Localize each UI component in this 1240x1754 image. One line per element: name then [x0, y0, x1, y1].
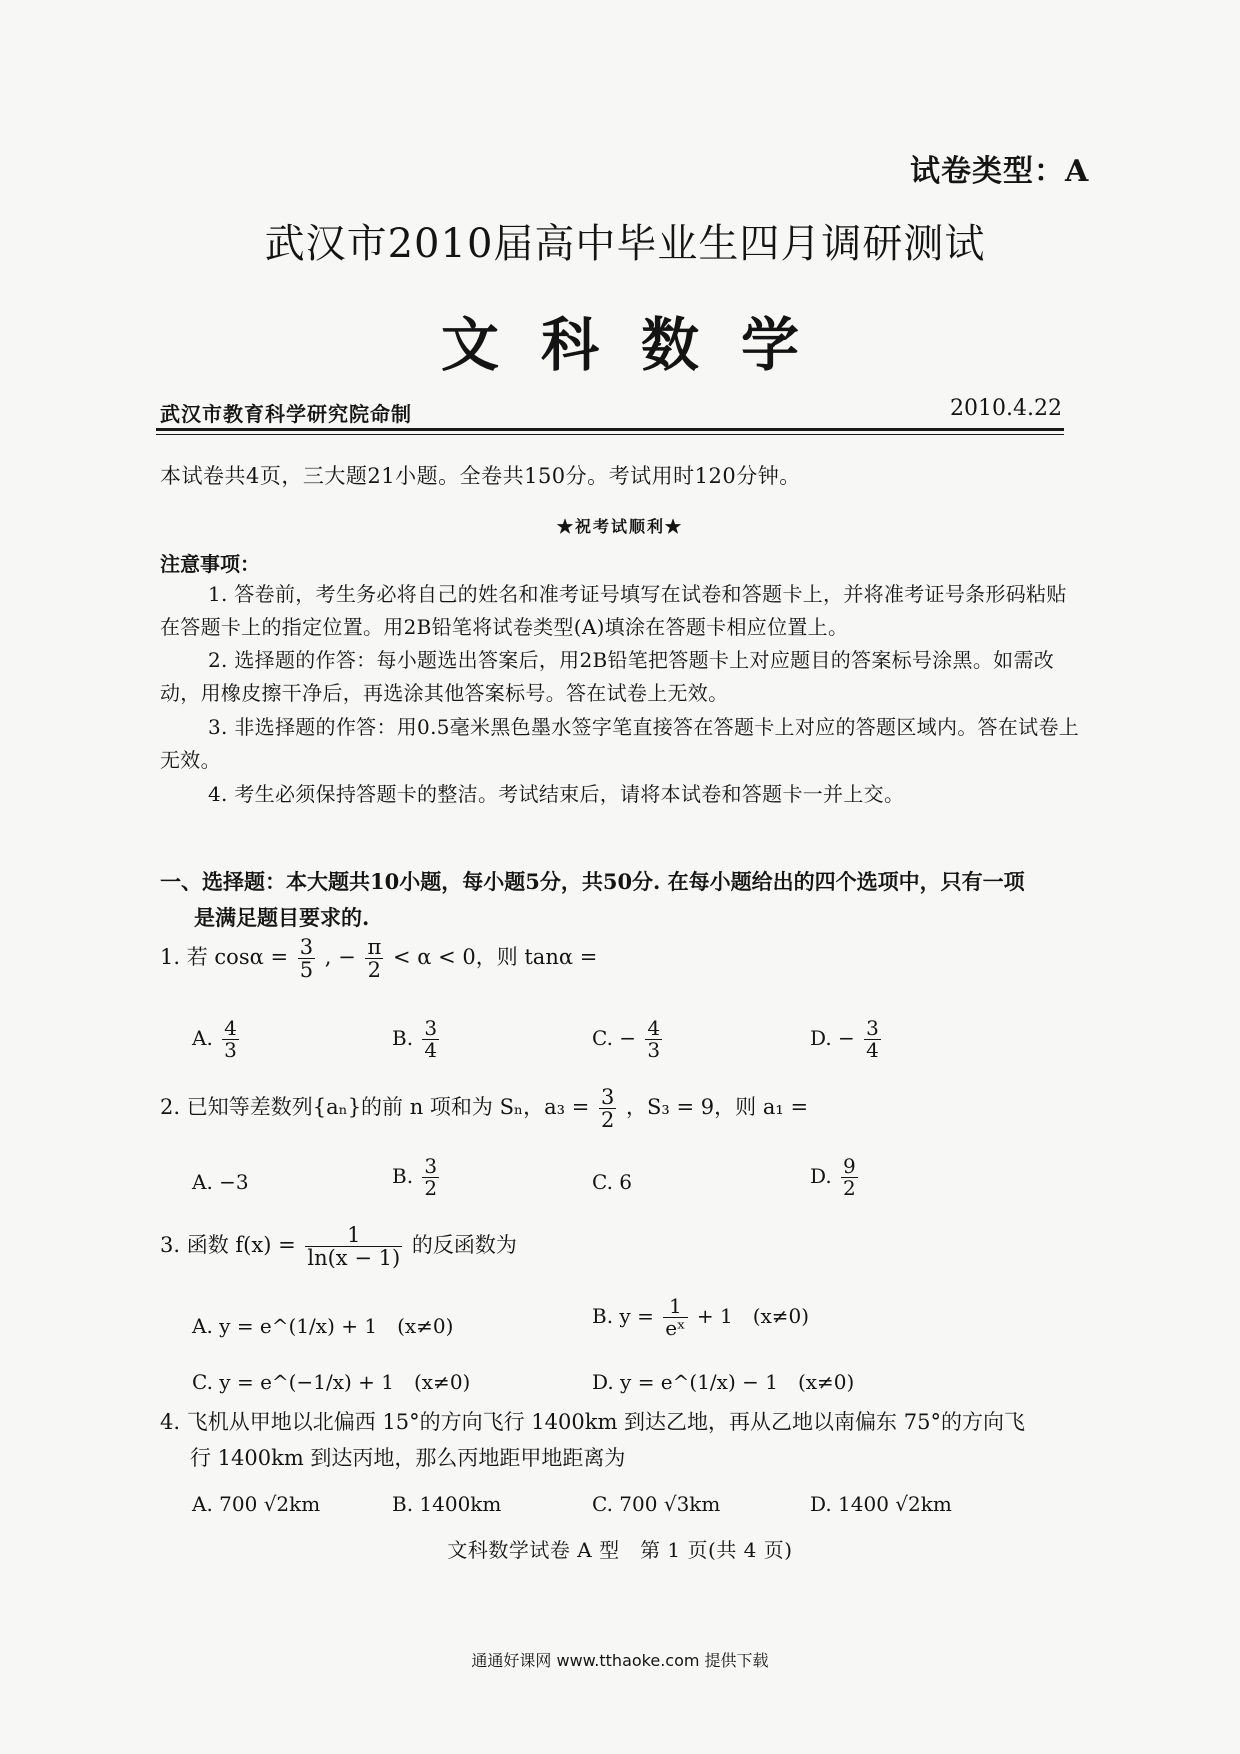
fraction-numerator: 1 [305, 1224, 402, 1247]
question-3 [160, 1224, 517, 1269]
note-item: 3. 非选择题的作答：用0.5毫米黑色墨水签字笔直接答在答题卡上对应的答题区域内。答在试卷上无效。 [160, 715, 1080, 772]
question-text: 行 1400km 到达丙地，那么丙地距甲地距离为 [190, 1446, 626, 1470]
q1-option-b [392, 1018, 442, 1061]
note-item: 1. 答卷前，考生务必将自己的姓名和准考证号填写在试卷和答题卡上，并将准考证号条形码粘贴在答题卡上的指定位置。用2B铅笔将试卷类型(A)填涂在答题卡相应位置上。 [160, 582, 1067, 639]
section-1-heading [160, 864, 1080, 936]
question-1 [160, 936, 597, 981]
fraction [599, 1086, 616, 1131]
exam-info: 本试卷共4页，三大题21小题。全卷共150分。考试用时120分钟。 [160, 464, 801, 488]
option-label: B. [392, 1164, 414, 1188]
subject-title: 文科数学 [440, 311, 841, 379]
exam-title: 武汉市2010届高中毕业生四月调研测试 [264, 221, 986, 267]
good-luck-slogan: ★祝考试顺利★ [556, 517, 683, 536]
question-text: < α < 0，则 tanα = [392, 945, 598, 970]
question-2 [160, 1086, 808, 1131]
fraction-numerator: 4 [647, 1016, 661, 1040]
fraction-denominator: 5 [299, 958, 314, 983]
fraction-numerator: 3 [424, 1154, 438, 1178]
fraction-denominator: 3 [224, 1038, 237, 1062]
section-1-line2: 是满足题目要求的. [194, 905, 370, 930]
question-text: 飞机从甲地以北偏西 15°的方向飞行 1400km 到达乙地，再从乙地以南偏东 75°的方向飞 [186, 1410, 1025, 1434]
notes-heading: 注意事项： [160, 552, 260, 576]
fraction [305, 1224, 402, 1269]
option-label: C. − [592, 1026, 637, 1050]
option-label: B. [392, 1026, 414, 1050]
option-text: + 1 (x≠0) [696, 1304, 810, 1328]
fraction [365, 936, 383, 981]
q4-option-c: C. 700 √3km [592, 1492, 721, 1516]
q4-option-a: A. 700 √2km [192, 1492, 321, 1516]
fraction [841, 1156, 858, 1199]
note-item: 4. 考生必须保持答题卡的整洁。考试结束后，请将本试卷和答题卡一并上交。 [208, 782, 905, 806]
publisher: 武汉市教育科学研究院命制 [160, 402, 412, 426]
fraction-numerator: 9 [843, 1154, 856, 1178]
fraction-denominator: 3 [647, 1038, 661, 1062]
q2-option-a: A. −3 [192, 1170, 249, 1194]
question-number: 2. [160, 1095, 181, 1120]
download-source-line: 通通好课网 www.tthaoke.com 提供下载 [471, 1651, 769, 1670]
header-divider-thin [156, 434, 1064, 435]
option-label: D. [810, 1164, 832, 1188]
q3-option-c: C. y = e^(−1/x) + 1 (x≠0) [192, 1370, 471, 1394]
fraction-denominator: eˣ [665, 1316, 686, 1340]
fraction-numerator: 4 [224, 1016, 237, 1040]
paper-type-label: 试卷类型：A [910, 154, 1090, 189]
question-4 [160, 1404, 1025, 1476]
fraction-denominator: 4 [866, 1038, 879, 1062]
fraction-numerator: 3 [600, 1085, 615, 1109]
fraction [298, 936, 315, 981]
q3-option-d: D. y = e^(1/x) − 1 (x≠0) [592, 1370, 855, 1394]
header-divider-thick [156, 428, 1064, 431]
fraction-denominator: 4 [424, 1038, 438, 1062]
question-number: 4. [160, 1410, 181, 1434]
fraction-numerator: 1 [663, 1296, 687, 1318]
fraction-denominator: 2 [424, 1176, 438, 1200]
fraction-numerator: 3 [424, 1016, 438, 1040]
option-label: A. [192, 1026, 213, 1050]
fraction-numerator: 3 [866, 1016, 879, 1040]
q2-option-c: C. 6 [592, 1170, 633, 1194]
fraction [864, 1018, 881, 1061]
question-text: , − [324, 945, 356, 970]
question-text: 已知等差数列{aₙ}的前 n 项和为 Sₙ，a₃ = [186, 1095, 590, 1120]
page-footer: 文科数学试卷 A 型 第 1 页(共 4 页) [447, 1538, 793, 1562]
q1-option-c [592, 1018, 665, 1061]
q3-option-b [592, 1296, 809, 1339]
fraction [222, 1018, 239, 1061]
question-text: 的反函数为 [411, 1233, 517, 1258]
q1-option-d [810, 1018, 884, 1061]
fraction [645, 1018, 662, 1061]
q4-option-d: D. 1400 √2km [810, 1492, 952, 1516]
fraction-numerator: 3 [299, 935, 314, 959]
q2-option-d [810, 1156, 861, 1199]
option-label: D. − [810, 1026, 855, 1050]
section-1-line1: 一、选择题：本大题共10小题，每小题5分，共50分. 在每小题给出的四个选项中，只有一项 [160, 869, 1025, 894]
option-label: B. y = [592, 1304, 654, 1328]
fraction-numerator: π [367, 935, 382, 959]
q2-option-b [392, 1156, 442, 1199]
fraction-denominator: 2 [843, 1176, 856, 1200]
fraction-denominator: ln(x − 1) [307, 1246, 401, 1271]
q3-option-a: A. y = e^(1/x) + 1 (x≠0) [192, 1314, 454, 1338]
question-text: 若 cosα = [186, 945, 289, 970]
question-text: 函数 f(x) = [186, 1233, 296, 1258]
exam-date: 2010.4.22 [950, 396, 1062, 421]
question-number: 1. [160, 945, 181, 970]
fraction-denominator: 2 [367, 958, 382, 983]
q1-option-a [192, 1018, 242, 1061]
question-number: 3. [160, 1233, 181, 1258]
note-item: 2. 选择题的作答：每小题选出答案后，用2B铅笔把答题卡上对应题目的答案标号涂黑。如需改动，用橡皮擦干净后，再选涂其他答案标号。答在试卷上无效。 [160, 648, 1055, 705]
fraction [663, 1296, 687, 1339]
question-text: ，S₃ = 9，则 a₁ = [626, 1095, 809, 1120]
fraction [422, 1018, 439, 1061]
q4-option-b: B. 1400km [392, 1492, 502, 1516]
fraction-denominator: 2 [600, 1108, 615, 1133]
fraction [422, 1156, 439, 1199]
